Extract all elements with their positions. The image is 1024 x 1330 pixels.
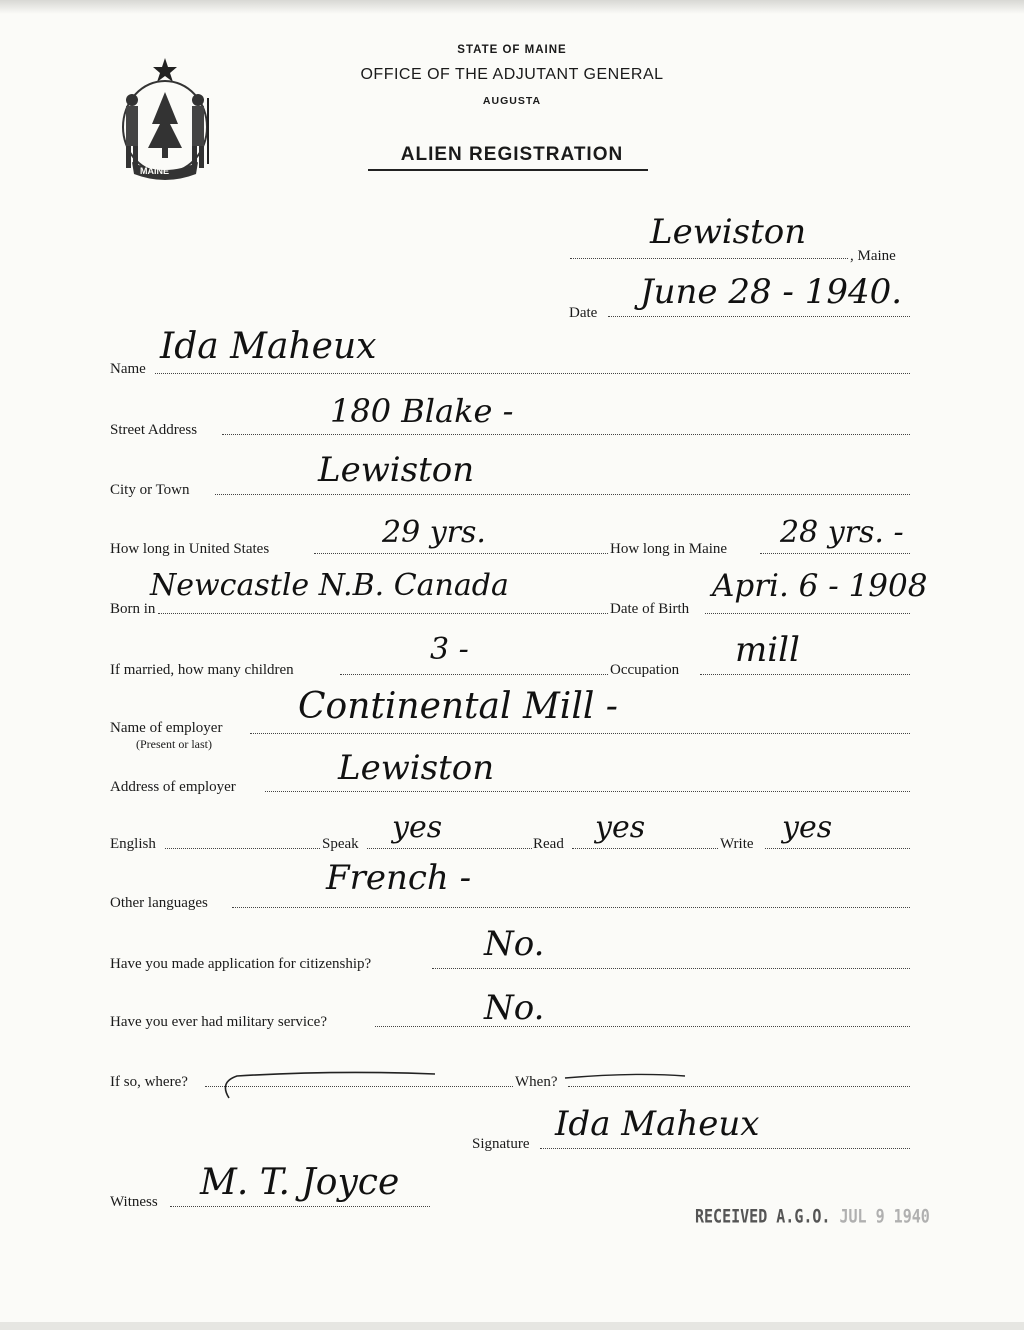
occupation-line [700,674,910,675]
employer-value: Continental Mill - [298,686,618,727]
received-stamp [695,1205,930,1228]
children-line [340,674,608,675]
other-languages-label: Other languages [110,895,208,911]
how-long-maine-line [760,553,910,554]
title-underline [368,169,648,171]
english-label: English [110,836,156,852]
street-value: 180 Blake - [330,392,514,430]
city-label: City or Town [110,482,190,498]
occupation-value: mill [735,630,800,670]
how-long-maine-label: How long in Maine [610,541,728,557]
name-value: Ida Maheux [160,326,377,367]
employer-line [250,733,910,734]
office-heading: OFFICE OF THE ADJUTANT GENERAL [360,66,664,83]
speak-label: Speak [322,836,359,852]
when-line [568,1086,910,1087]
other-languages-value: French - [326,858,472,898]
speak-value: yes [392,810,443,845]
witness-line [170,1206,430,1207]
dob-line [705,613,910,614]
children-value: 3 - [430,632,469,667]
city-value: Lewiston [318,450,475,490]
scan-edge-top [0,0,1024,14]
form-title: ALIEN REGISTRATION [400,144,624,165]
dash-stroke-mark [215,1068,695,1108]
received-stamp-text: RECEIVED A.G.O. [695,1204,831,1228]
born-value: Newcastle N.B. Canada [150,568,509,603]
how-long-maine-value: 28 yrs. - [780,515,904,550]
occupation-label: Occupation [610,662,680,678]
citizenship-line [432,968,910,969]
place-line [570,258,848,259]
place-value: Lewiston [650,212,807,252]
maine-label: , Maine [850,248,896,264]
how-long-us-label: How long in United States [110,541,270,557]
city-line [215,494,910,495]
employer-sublabel: (Present or last) [136,737,212,751]
signature-value: Ida Maheux [555,1104,760,1144]
speak-line [367,848,532,849]
state-heading: STATE OF MAINE [457,44,567,56]
write-value: yes [782,810,833,845]
born-line [158,613,608,614]
write-label: Write [720,836,754,852]
other-languages-line [232,907,910,908]
when-label: When? [515,1074,558,1090]
employer-address-label: Address of employer [110,779,236,795]
dob-label: Date of Birth [610,601,690,617]
write-line [765,848,910,849]
witness-value: M. T. Joyce [200,1162,400,1203]
read-line [572,848,718,849]
english-line [165,848,320,849]
employer-address-line [265,791,910,792]
military-label: Have you ever had military service? [110,1014,327,1030]
date-line [608,316,910,317]
employer-label: Name of employer [110,720,223,736]
witness-label: Witness [110,1194,158,1210]
employer-address-value: Lewiston [338,748,495,788]
name-label: Name [110,361,146,377]
signature-label: Signature [472,1136,530,1152]
military-line [375,1026,910,1027]
born-label: Born in [110,601,156,617]
scan-edge-bottom [0,1322,1024,1330]
read-value: yes [595,810,646,845]
street-label: Street Address [110,422,198,438]
read-label: Read [533,836,564,852]
street-line [222,434,910,435]
military-value: No. [484,988,545,1028]
children-label: If married, how many children [110,662,294,678]
name-line [155,373,910,374]
citizenship-label: Have you made application for citizenship? [110,956,372,972]
if-so-where-label: If so, where? [110,1074,188,1090]
citizenship-value: No. [484,924,545,964]
date-label: Date [569,305,598,321]
dob-value: Apri. 6 - 1908 [712,568,928,604]
how-long-us-line [314,553,608,554]
city-heading: AUGUSTA [482,95,542,107]
seal-ribbon-text: MAINE [140,166,169,176]
date-value: June 28 - 1940. [640,272,903,312]
signature-line [540,1148,910,1149]
received-stamp-date: JUL 9 1940 [839,1204,930,1228]
how-long-us-value: 29 yrs. [382,515,486,550]
